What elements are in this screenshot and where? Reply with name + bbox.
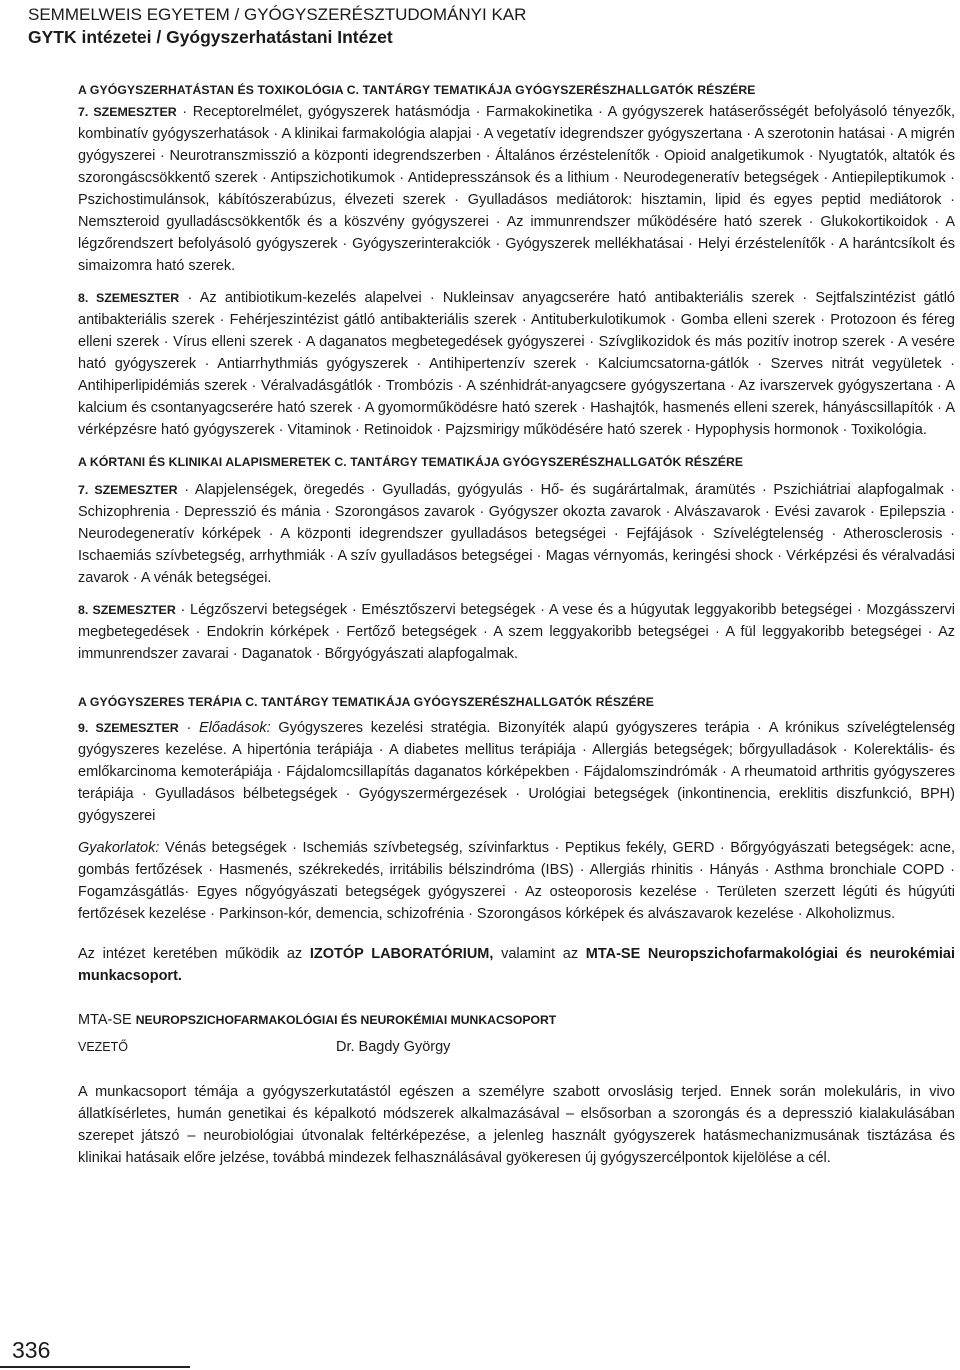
semester-topics: · Az antibiotikum-kezelés alapelvei · Nukleinsav anyagcserére ható antibakteriális szerek · Sejtfalszintézist gátló antibakteriális szerek · Fehérjeszintézist gátló antibakteriális szerek · Antituberkulotikumok · Gomba elleni szerek · Protozoon és féreg elleni szerek · Vírus elleni szerek · A daganatos megbetegedések gyógyszerei · Szívglikozidok és más pozitív inotrop szerek · A vesére ható gyógyszerek · Antiarrhythmiás gyógyszerek · Antihipertenzív szerek · Kalciumcsatorna-gátlók · Szerves nitrát vegyületek · Antihiperlipidémiás szerek · Véralvadásgátlók · Trombózis · A szénhidrát-anyagcsere gyógyszertana · Az ivarszervek gyógyszertana · A kalcium és csontanyagcserére ható szerek · A gyomorműködésre ható szerek · Hashajtók, hasmenés elleni szerek, hányáscsillapítók · A vérképzésre ható gyógyszerek · Vitaminok · Retinoidok · Pajzsmirigy működésére ható szerek · Hypophysis hormonok · Toxikológia.	[78, 290, 955, 438]
research-group-heading: MTA-SE NEUROPSZICHOFARMAKOLÓGIAI ÉS NEUROKÉMIAI MUNKACSOPORT	[78, 1012, 557, 1028]
semester-7-pharmacology	[78, 101, 955, 277]
lectures-label: Előadások:	[198, 720, 271, 736]
practical-topics: Vénás betegségek · Ischemiás szívbetegség, szívinfarktus · Peptikus fekély, GERD · Bőrgyógyászati betegségek: acne, gombás fertőzések · Hasmenés, székrekedés, irritábilis bélszindróma (IBS) · Allergiás rhinitis · Hányás · Asthma bronchiale COPD · Fogamzásgátlás· Egyes nőgyógyászati betegségek gyógyszerei · Az osteoporosis kezelése · Területen szerzett légúti és húgyúti fertőzések kezelése · Parkinson-kór, demencia, schizofrénia · Szorongásos kórképek és alvászavarok kezelése · Alkoholizmus.	[78, 840, 955, 922]
semester-8-pathology	[78, 599, 955, 665]
semester-9-practicals	[78, 837, 955, 925]
semester-label: 8. SZEMESZTER	[78, 603, 176, 617]
semester-topics: · Receptorelmélet, gyógyszerek hatásmódja · Farmakokinetika · A gyógyszerek hatáserősségét befolyásoló tényezők, kombinatív gyógyszerhatások · A klinikai farmakológia alapjai · A vegetatív idegrendszer gyógyszertana · A szerotonin hatásai · A migrén gyógyszerei · Neurotranszmisszió a központi idegrendszerben · Általános érzéstelenítők · Opioid analgetikumok · Nyugtatók, altatók és szorongáscsökkentő szerek · Antipszichotikumok · Antidepresszánsok és a lithium · Neurodegeneratív betegségek · Antiepileptikumok · Pszichostimulánsok, kábítószerabúzus, élvezeti szerek · Gyulladásos mediátorok: hisztamin, lipid és egyes peptid mediátorok · Nemszteroid gyulladáscsökkentők és a köszvény gyógyszerei · Az immunrendszer működésére ható szerek · Glukokortikoidok · A légzőrendszert befolyásoló gyógyszerek · Gyógyszerinterakciók · Gyógyszerek mellékhatásai · Helyi érzéstelenítők · A harántcsíkolt és simaizomra ható szerek.	[78, 104, 955, 274]
institute-intro: Az intézet keretében működik az IZOTÓP LABORATÓRIUM, valamint az MTA-SE Neuropszichofarmakológiai és neurokémiai munkacsoport.	[78, 946, 955, 984]
research-group-description: A munkacsoport témája a gyógyszerkutatástól egészen a személyre szabott orvoslásig terjed. Ennek során molekuláris, in vivo állatkísérletes, humán genetikai és képalkotó módszerek alkalmazásával – elsősorban a szorongás és a depresszió kialakulásában szerepet játszó – neurobiológiai útvonalak feltérképezése, a jelenleg használt gyógyszerek hatásmechanizmusának tisztázása és klinikai hatásaik előre jelzése, továbbá mindezek felhasználásával gyökeresen új gyógyszercélpontok kijelölése a cél.	[78, 1084, 955, 1166]
semester-7-pathology	[78, 479, 955, 589]
main-content	[78, 79, 955, 1184]
group-leader-row	[78, 1035, 955, 1059]
semester-label: 7. SZEMESZTER	[78, 483, 178, 497]
header-faculty: SEMMELWEIS EGYETEM / GYÓGYSZERÉSZTUDOMÁNYI KAR	[28, 5, 527, 24]
semester-8-pharmacology	[78, 287, 955, 441]
section-title-pathology: A KÓRTANI ÉS KLINIKAI ALAPISMERETEK C. TANTÁRGY TEMATIKÁJA GYÓGYSZERÉSZHALLGATÓK RÉSZÉRE	[78, 455, 744, 469]
semester-label: 7. SZEMESZTER	[78, 105, 177, 119]
research-group-title: NEUROPSZICHOFARMAKOLÓGIAI ÉS NEUROKÉMIAI MUNKACSOPORT	[135, 1013, 557, 1027]
isotope-lab-name: IZOTÓP LABORATÓRIUM,	[309, 946, 494, 962]
practicals-label: Gyakorlatok:	[78, 840, 160, 856]
semester-topics: · Légzőszervi betegségek · Emésztőszervi betegségek · A vese és a húgyutak leggyakoribb betegségei · Mozgásszervi megbetegedések · Endokrin kórképek · Fertőző betegségek · A szem leggyakoribb betegségei · A fül leggyakoribb betegségei · Az immunrendszer zavarai · Daganatok · Bőrgyógyászati alapfogalmak.	[78, 602, 956, 662]
page-number: 336	[12, 1337, 51, 1363]
semester-label: 9. SZEMESZTER	[78, 721, 179, 735]
leader-label: VEZETŐ	[78, 1040, 129, 1054]
section-title-therapy: A GYÓGYSZERES TERÁPIA C. TANTÁRGY TEMATIKÁJA GYÓGYSZERÉSZHALLGATÓK RÉSZÉRE	[78, 695, 654, 709]
footer-rule	[0, 1366, 190, 1368]
leader-name: Dr. Bagdy György	[336, 1039, 451, 1055]
header-institute: GYTK intézetei / Gyógyszerhatástani Intézet	[28, 27, 393, 47]
semester-label: 8. SZEMESZTER	[78, 291, 180, 305]
running-head	[28, 4, 938, 48]
section-title-pharmacology: A GYÓGYSZERHATÁSTAN ÉS TOXIKOLÓGIA C. TANTÁRGY TEMATIKÁJA GYÓGYSZERÉSZHALLGATÓK RÉSZÉRE	[78, 83, 756, 97]
semester-9-lectures	[78, 717, 955, 827]
lecture-topics: Gyógyszeres kezelési stratégia. Bizonyíték alapú gyógyszeres terápia · A krónikus szívelégtelenség gyógyszeres kezelése. A hipertónia terápiája · A diabetes mellitus terápiája · Allergiás betegségek; bőrgyulladások · Kolerektális- és emlőkarcinoma kemoterápiája · Fájdalomcsillapítás daganatos kórképekben · Fájdalomszindrómák · A rheumatoid arthritis gyógyszeres terápiája · Gyulladásos bélbetegségek · Gyógyszermérgezések · Urológiai betegségek (inkontinencia, ereklitis diszfunkció, BPH) gyógyszerei	[78, 720, 956, 824]
research-group-name: MTA-SE Neuropszichofarmakológiai és neurokémiai munkacsoport.	[78, 946, 955, 984]
separator: ·	[178, 720, 199, 736]
semester-topics: · Alapjelenségek, öregedés · Gyulladás, gyógyulás · Hő- és sugárártalmak, áramütés · Pszichiátriai alapfogalmak · Schizophrenia · Depresszió és mánia · Szorongásos zavarok · Gyógyszer okozta zavarok · Alvászavarok · Evési zavarok · Epilepszia · Neurodegeneratív kórképek · A központi idegrendszer gyulladásos betegségei · Fejfájások · Szívelégtelenség · Atherosclerosis · Ischaemiás szívbetegség, arrhythmiák · A szív gyulladásos betegségei · Magas vérnyomás, keringési shock · Vérképzési és véralvadási zavarok · A vénák betegségei.	[78, 482, 956, 586]
